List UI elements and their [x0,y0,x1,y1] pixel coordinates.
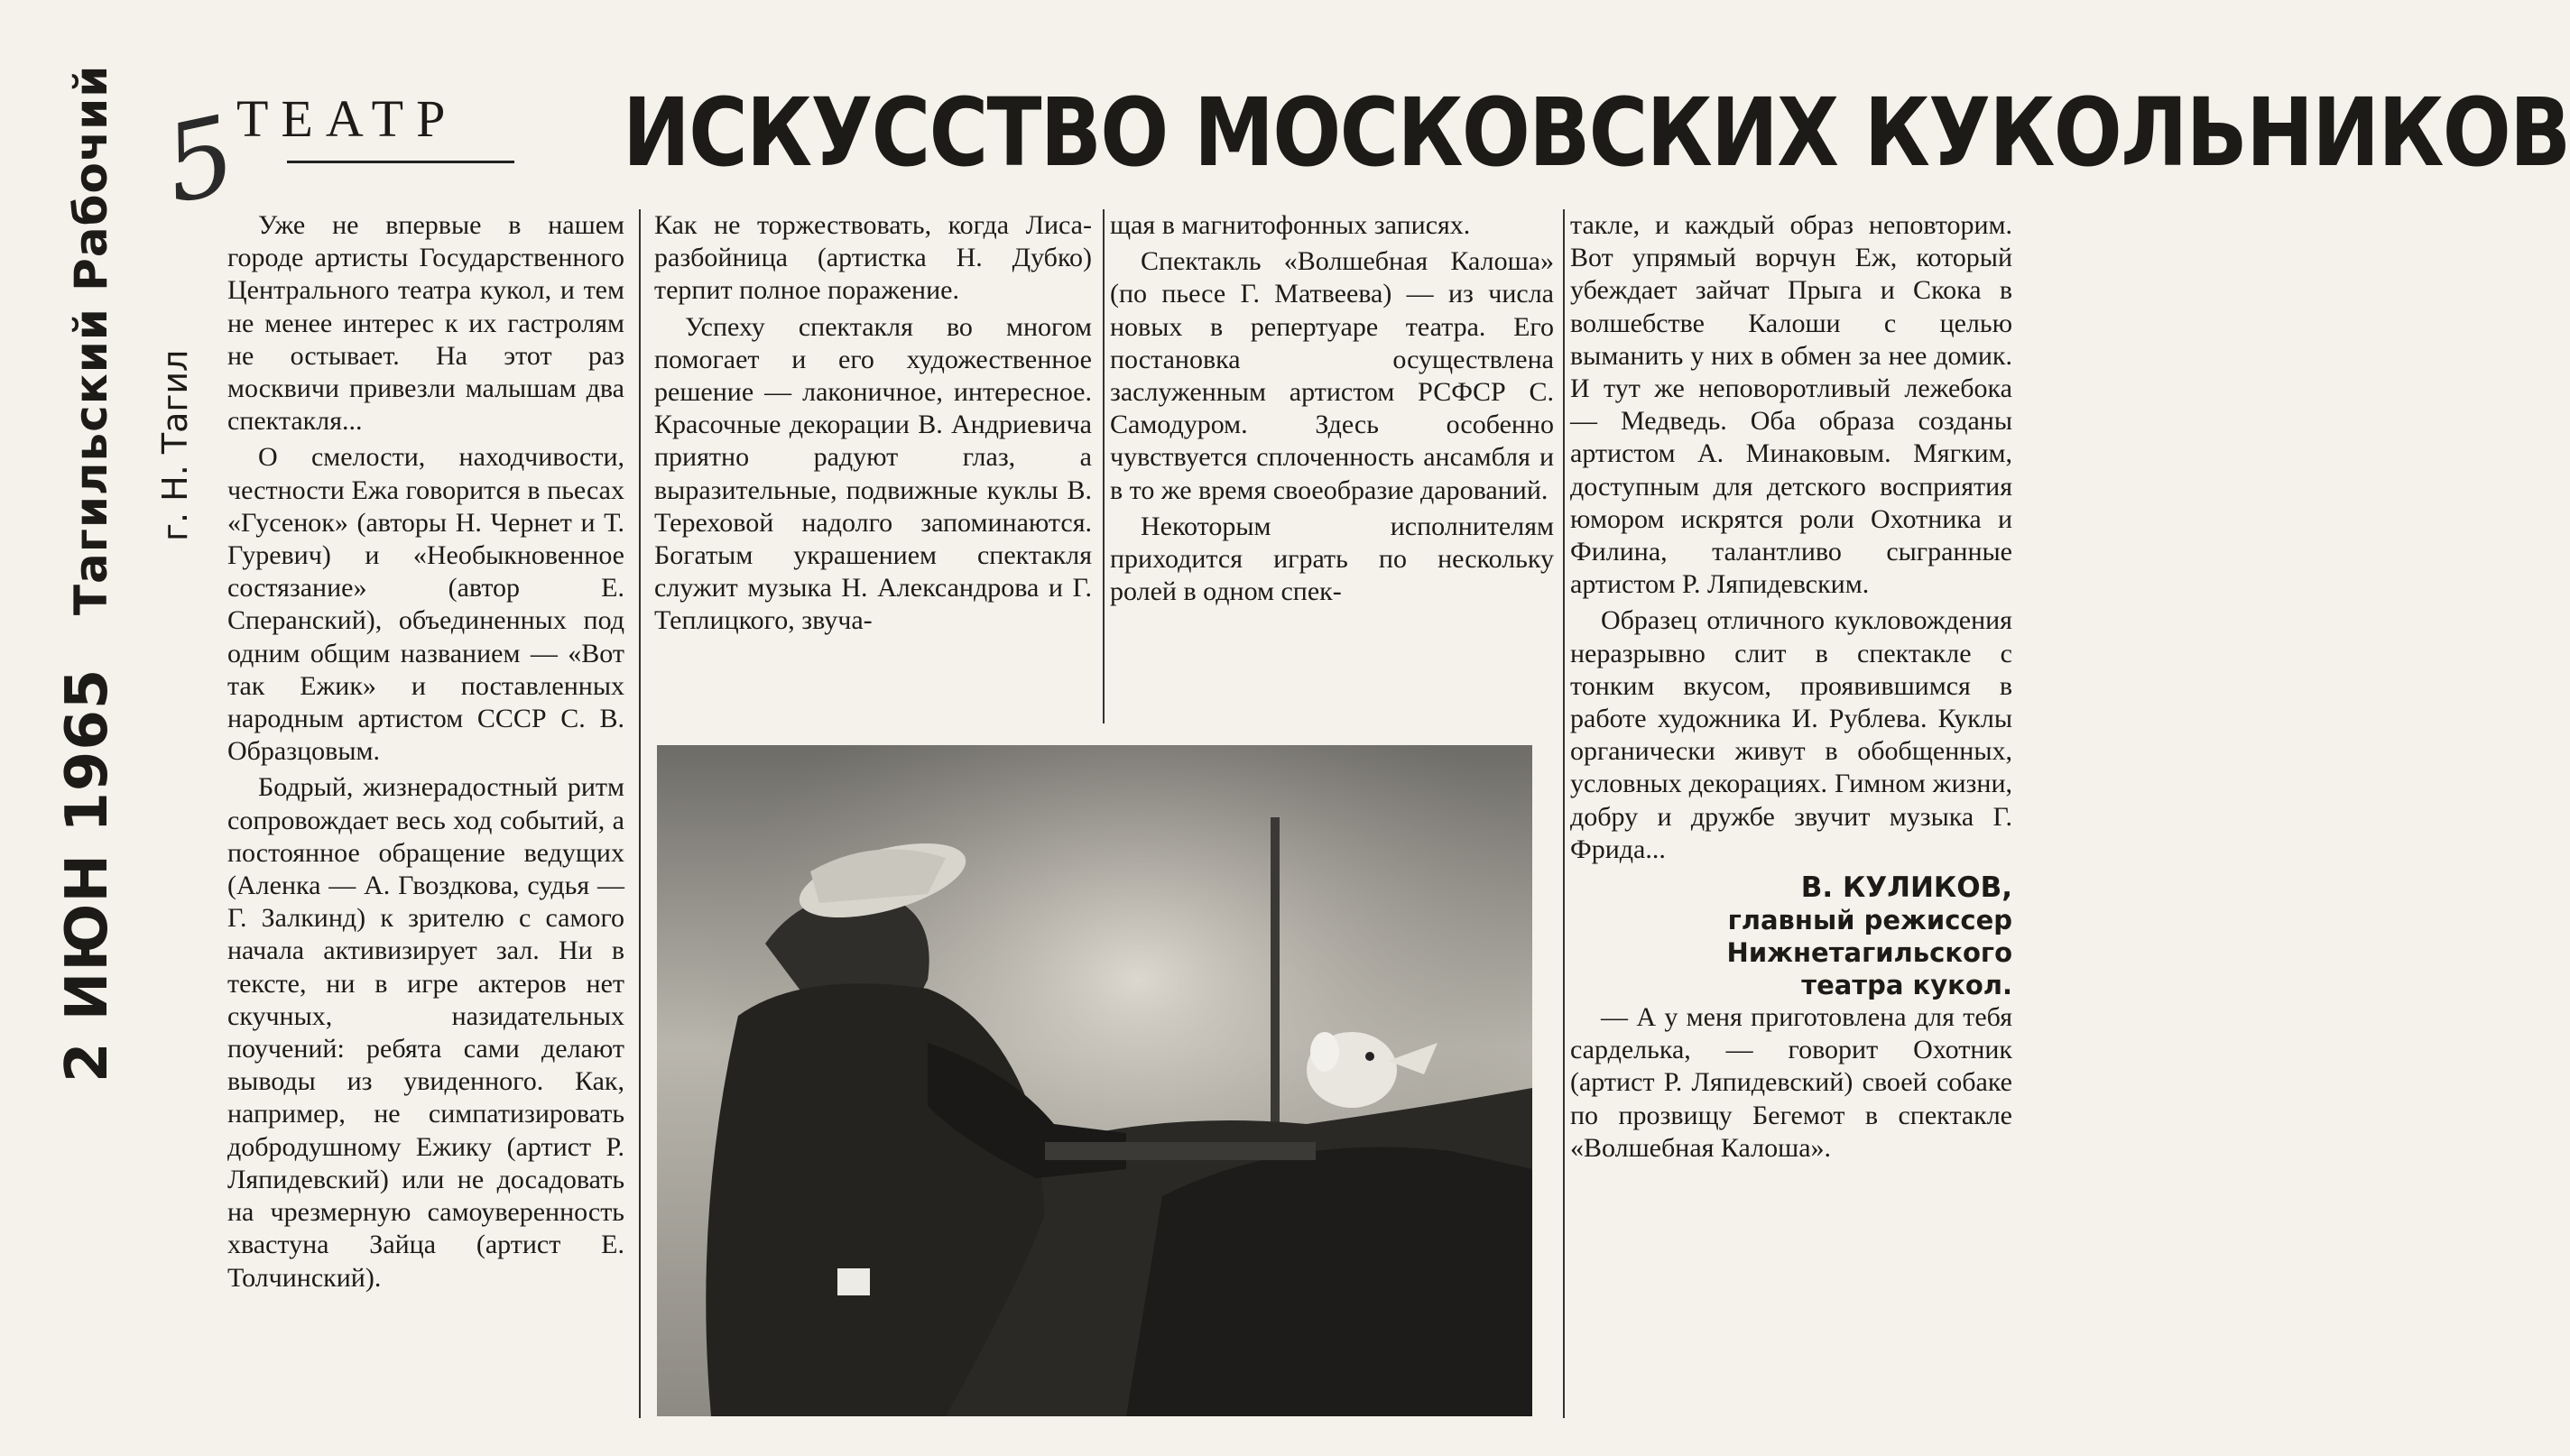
handwritten-number: 5 [153,91,246,228]
stamp-date: 2 ИЮН 1965 [54,668,121,1083]
text-column-1 [227,209,624,1418]
paragraph: О смелости, находчивости, честности Ежа говорится в пьесах «Гусенок» (авторы Н. Чернет и Т. Гуревич) и «Необыкновенное состязание» (автор Е. Сперанский), объединенных под одним общим названием — «Вот так Ежик» и поставленных народным артистом СССР С. В. Образцовым. [227,442,624,767]
stamp-paper: Тагильский Рабочий [65,64,117,616]
rubric-label: ТЕАТР [236,89,458,148]
article-headline: ИСКУССТВО МОСКОВСКИХ КУКОЛЬНИКОВ [623,78,2570,188]
text-column-4 [1570,209,2012,1418]
column-rule [639,209,641,1418]
paragraph: щая в магнитофонных записях. [1110,210,1471,240]
paragraph: Как не торжествовать, когда Лиса-разбойница (артистка Н. Дубко) терпит полное поражение. [654,210,1092,306]
date-stamp [54,64,121,1083]
rubric-underline [287,161,514,163]
paragraph: такле, и каждый образ неповторим. Вот упрямый ворчун Еж, который убеждает зайчат Прыга и Скока в волшебстве Калоши с целью выманить у них в обмен за нее домик. И тут же неповоротливый лежебока — Медведь. Оба образа созданы артистом А. Минаковым. Мягким, доступным для детского восприятия юмором искрятся роли Охотника и Филина, талантливо сыгранные артистом Р. Ляпидевским. [1570,210,2012,600]
paragraph: Спектакль «Волшебная Калоша» (по пьесе Г. Матвеева) — из числа новых в репертуаре театра. Его постановка осуществлена заслуженным артистом РСФСР С. Самодуром. Здесь особенно чувствуется сплоченность ансамбля и в то же время своеобразие дарований. [1110,246,1554,505]
paragraph: Уже не впервые в нашем городе артисты Государственного Центрального театра кукол, и тем не менее интерес к их гастролям не остывает. На этот раз москвичи привезли малышам два спектакля... [227,210,624,437]
text-column-3 [1110,209,1554,733]
photo-image [657,745,1532,1416]
author-title: Нижнетагильского [1726,937,2012,969]
column-rule [1103,209,1105,723]
author-title: театра кукол. [1801,970,2012,1001]
photo-caption: — А у меня приготовлена для тебя сарделька, — говорит Охотник (артист Р. Ляпидевский) своей собаке по прозвищу Бегемот в спектакле «Волшебная Калоша». [1570,1002,2012,1163]
author-name: В. КУЛИКОВ, [1800,871,2012,905]
stamp-city: г. Н. Тагил [155,349,195,541]
puppet-show-photo [657,745,1532,1416]
paragraph: Успеху спектакля во многом помогает и его художественное решение — лаконичное, интересное. Красочные декорации В. Андриевича приятно радуют глаз, а выразительные, подвижные куклы В. Тереховой надолго запоминаются. Богатым украшением спектакля служит музыка Н. Александрова и Г. Теплицкого, звуча- [654,311,1092,636]
author-title: главный режиссер [1727,905,2012,936]
paragraph: Некоторым исполнителям приходится играть по нескольку ролей в одном спек- [1110,511,1554,607]
author-signature [1570,871,2012,1001]
paragraph: Бодрый, жизнерадостный ритм сопровождает весь ход событий, а постоянное обращение ведущих (Аленка — А. Гвоздкова, судья — Г. Залкинд) к зрителю с самого начала активизирует зал. Ни в тексте, ни в игре актеров нет скучных, назидательных поучений: ребята сами делают выводы из увиденного. Как, например, не симпатизировать добродушному Ежику (артист Р. Ляпидевский) или не досадовать на чрезмерную самоуверенность хвастуна Зайца (артист Е. Толчинский). [227,772,624,1293]
paragraph: Образец отличного кукловождения неразрывно слит в спектакле с тонким вкусом, проявившимся в работе художника И. Рублева. Куклы органически живут в обобщенных, условных декорациях. Гимном жизни, добру и дружбе звучит музыка Г. Фрида... [1570,605,2012,864]
column-rule [1563,209,1565,1418]
text-column-2 [654,209,1092,733]
